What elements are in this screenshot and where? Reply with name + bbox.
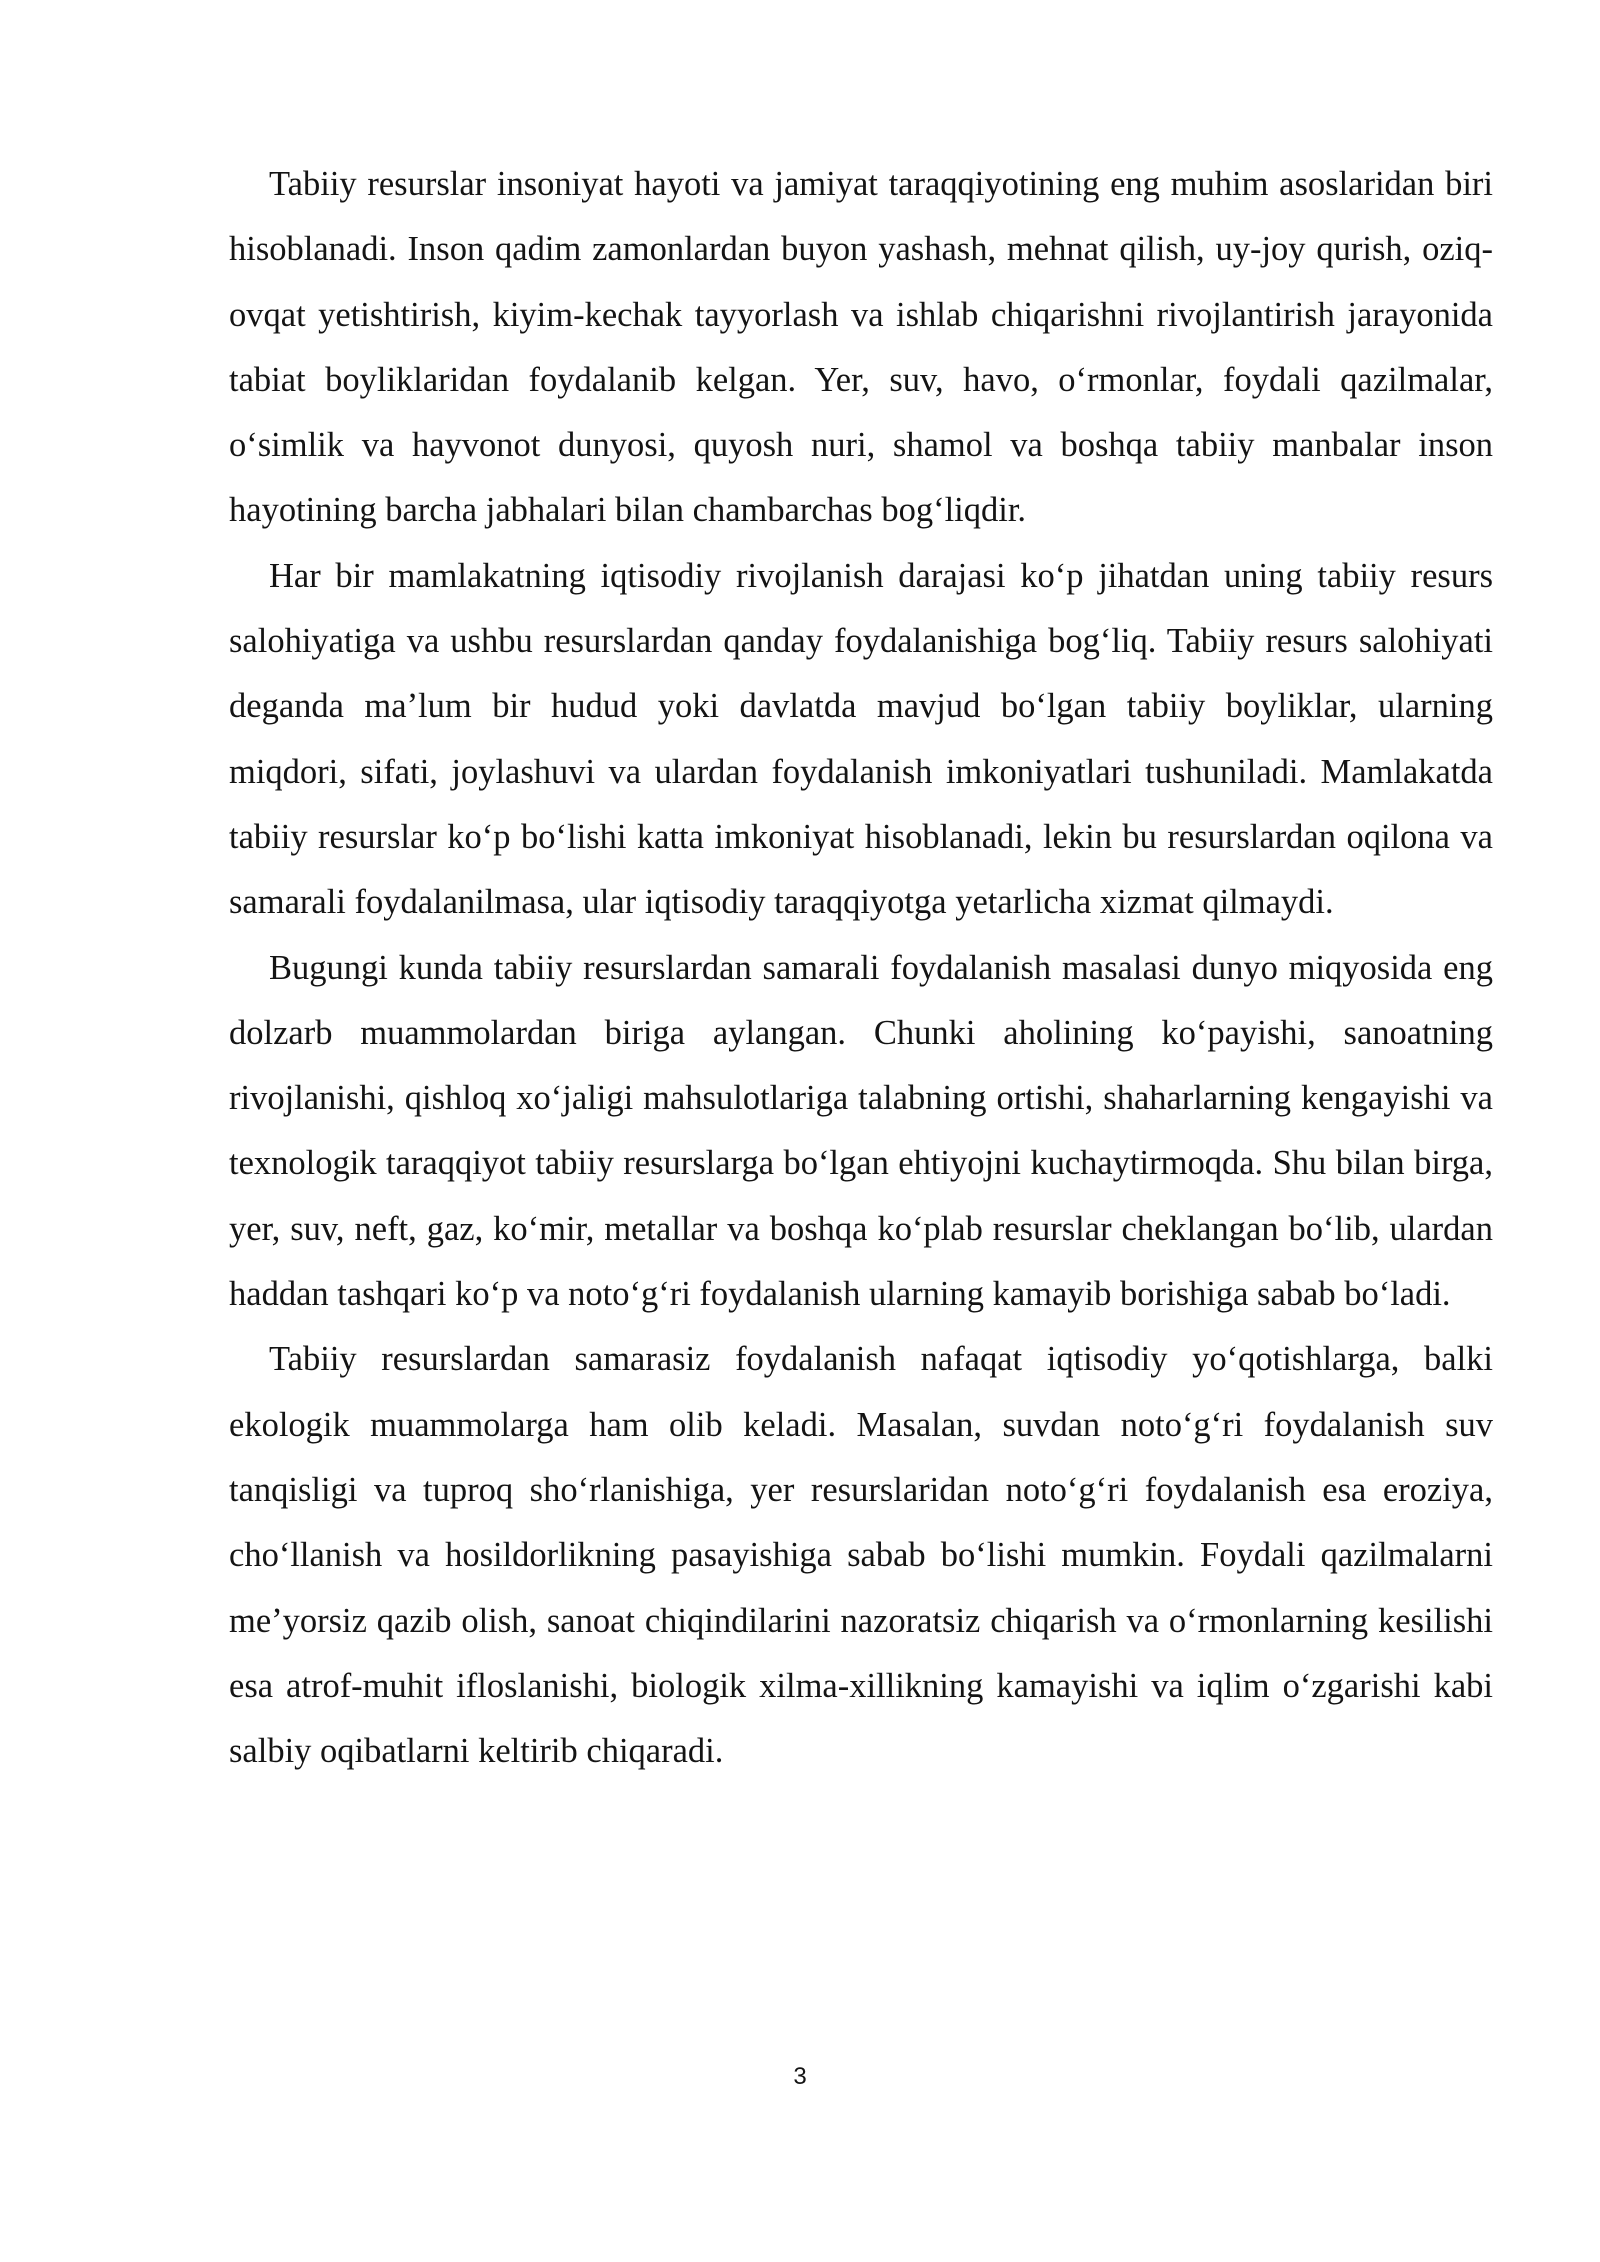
paragraph-2: Har bir mamlakatning iqtisodiy rivojlanish darajasi koʻp jihatdan uning tabiiy resurs salohiyatiga va ushbu resurslardan qanday foydalanishiga bogʻliq. Tabiiy resurs salohiyati deganda maʼlum bir hudud yoki davlatda mavjud boʻlgan tabiiy boyliklar, ularning miqdori, sifati, joylashuvi va ulardan foydalanish imkoniyatlari tushuniladi. Mamlakatda tabiiy resurslar koʻp boʻlishi katta imkoniyat hisoblanadi, lekin bu resurslardan oqilona va samarali foydalanilmasa, ular iqtisodiy taraqqiyotga yetarlicha xizmat qilmaydi. (229, 556, 1493, 922)
document-body (229, 152, 1493, 1784)
page-number: 3 (793, 2063, 807, 2090)
paragraph-1: Tabiiy resurslar insoniyat hayoti va jamiyat taraqqiyotining eng muhim asoslaridan biri hisoblanadi. Inson qadim zamonlardan buyon yashash, mehnat qilish, uy-joy qurish, oziq-ovqat yetishtirish, kiyim-kechak tayyorlash va ishlab chiqarishni rivojlantirish jarayonida tabiat boyliklaridan foydalanib kelgan. Yer, suv, havo, oʻrmonlar, foydali qazilmalar, oʻsimlik va hayvonot dunyosi, quyosh nuri, shamol va boshqa tabiiy manbalar inson hayotining barcha jabhalari bilan chambarchas bogʻliqdir. (229, 165, 1493, 530)
paragraph-3: Bugungi kunda tabiiy resurslardan samarali foydalanish masalasi dunyo miqyosida eng dolzarb muammolardan biriga aylangan. Chunki aholining koʻpayishi, sanoatning rivojlanishi, qishloq xoʻjaligi mahsulotlariga talabning ortishi, shaharlarning kengayishi va texnologik taraqqiyot tabiiy resurslarga boʻlgan ehtiyojni kuchaytirmoqda. Shu bilan birga, yer, suv, neft, gaz, koʻmir, metallar va boshqa koʻplab resurslar cheklangan boʻlib, ulardan haddan tashqari koʻp va notoʻgʻri foydalanish ularning kamayib borishiga sabab boʻladi. (229, 948, 1493, 1314)
paragraph-4: Tabiiy resurslardan samarasiz foydalanish nafaqat iqtisodiy yoʻqotishlarga, balki ekologik muammolarga ham olib keladi. Masalan, suvdan notoʻgʻri foydalanish suv tanqisligi va tuproq shoʻrlanishiga, yer resurslaridan notoʻgʻri foydalanish esa eroziya, choʻllanish va hosildorlikning pasayishiga sabab boʻlishi mumkin. Foydali qazilmalarni meʼyorsiz qazib olish, sanoat chiqindilarini nazoratsiz chiqarish va oʻrmonlarning kesilishi esa atrof-muhit ifloslanishi, biologik xilma-xillikning kamayishi va iqlim oʻzgarishi kabi salbiy oqibatlarni keltirib chiqaradi. (229, 1340, 1493, 1771)
